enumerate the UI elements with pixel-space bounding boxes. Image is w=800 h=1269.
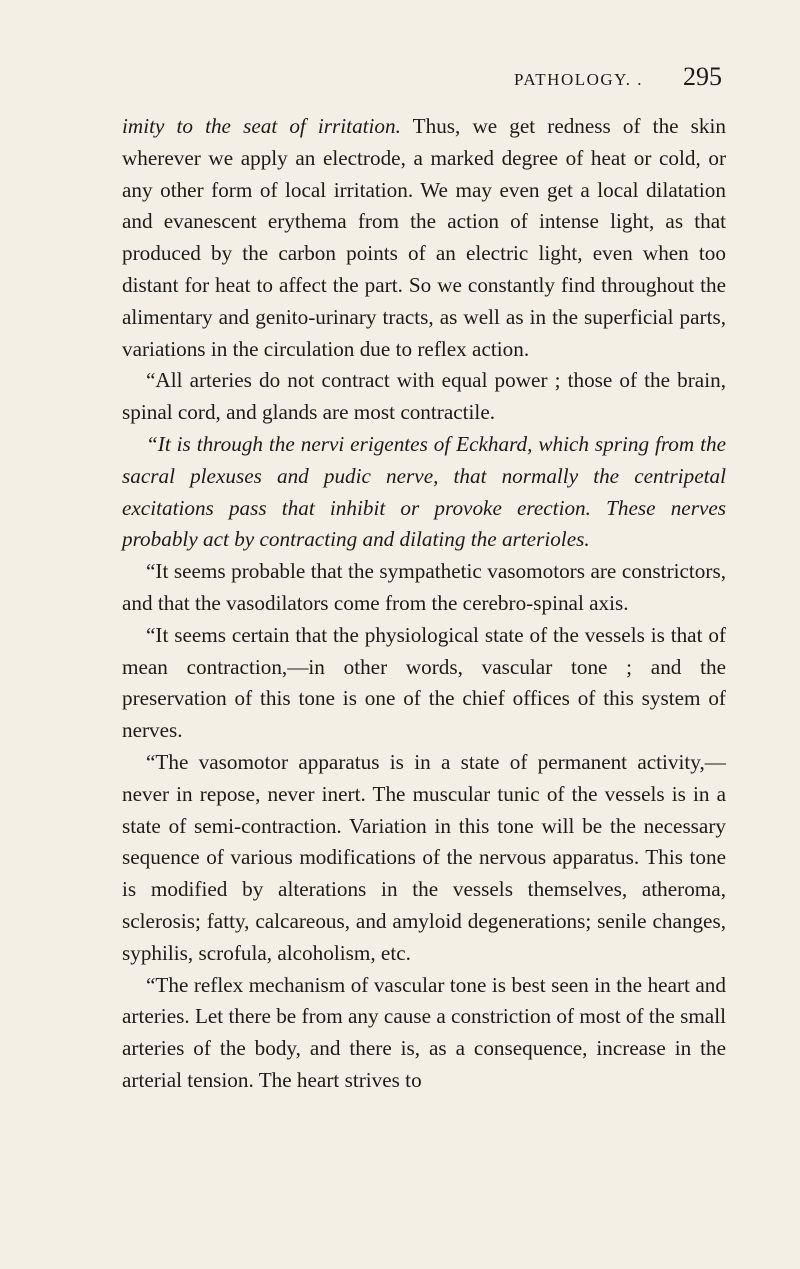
paragraph: “It is through the nervi erigentes of Eckhard, which spring from the sacral plexuses and pudic nerve, that normally the centripetal excitations pass that inhibit or provoke erection. These nerves probably act by contracting and dilating the arterioles.	[122, 431, 726, 552]
paragraph: “It seems certain that the physiological state of the vessels is that of mean contraction,—in other words, vascular tone ; and the preservation of this tone is one of the chief offices of this system of nerves.	[122, 622, 726, 743]
paragraph	[122, 111, 726, 365]
paragraph: “All arteries do not contract with equal power ; those of the brain, spinal cord, and glands are most contractile.	[122, 368, 726, 425]
body-text	[122, 111, 726, 1097]
paragraph: “It seems probable that the sympathetic vasomotors are constrictors, and that the vasodilators come from the cerebro-spinal axis.	[122, 559, 726, 615]
page-number: 295	[683, 62, 722, 91]
page-header	[122, 62, 722, 92]
paragraph: “The vasomotor apparatus is in a state of permanent activity,—never in repose, never inert. The muscular tunic of the vessels is in a state of semi-contraction. Variation in this tone will be the necessary sequence of various modifications of the nervous apparatus. This tone is modified by alterations in the vessels themselves, atheroma, sclerosis; fatty, calcareous, and amyloid degenerations; senile changes, syphilis, scrofula, alcoholism, etc.	[122, 749, 726, 965]
paragraph-italic-lead: imity to the seat of irritation.	[122, 114, 401, 138]
running-title: PATHOLOGY. .	[514, 70, 643, 89]
paragraph-text: Thus, we get redness of the skin wherever we apply an electrode, a marked degree of heat or cold, or any other form of local irritation. We may even get a local dilatation and evanescent erythema from the action of intense light, as that produced by the carbon points of an electric light, even when too distant for heat to affect the part. So we constantly find throughout the alimentary and genito-urinary tracts, as well as in the superficial parts, variations in the circulation due to reflex action.	[122, 114, 726, 361]
paragraph: “The reflex mechanism of vascular tone is best seen in the heart and arteries. Let there be from any cause a constriction of most of the small arteries of the body, and there is, as a consequence, increase in the arterial tension. The heart strives to	[122, 972, 726, 1092]
